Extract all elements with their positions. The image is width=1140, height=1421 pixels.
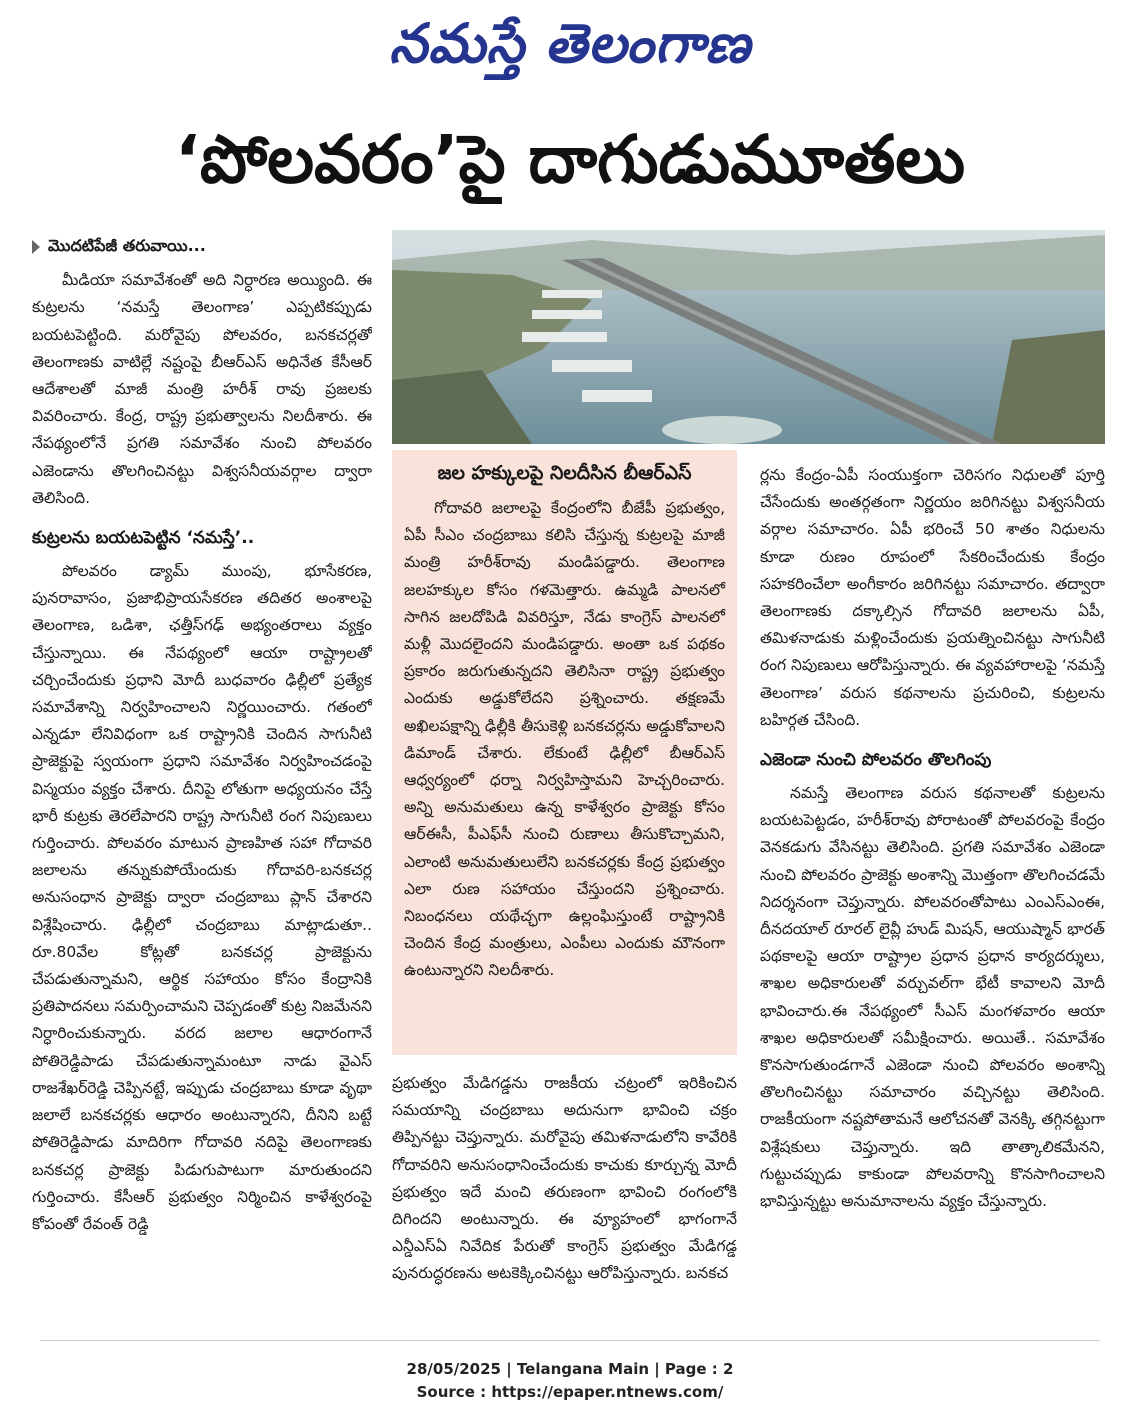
sidebar-title: జల హక్కులపై నిలదీసిన బీఆర్ఎస్: [437, 462, 692, 484]
footer-dateline: 28/05/2025 | Telangana Main | Page : 2: [406, 1360, 734, 1378]
paragraph: పోలవరం డ్యామ్ ముంపు, భూసేకరణ, పునరావాసం, ప్రజాభిప్రాయసేకరణ తదితర అంశాలపై తెలంగాణ, ఒడిశా, ఛత్తీస్‌గఢ్ అభ్యంతరాలు వ్యక్తం చేస్తున్నాయి. ఈ నేపథ్యంలో ఆయా రాష్ట్రాలతో చర్చించేందుకు ప్రధాని మోదీ బుధవారం ఢిల్లీలో ప్రత్యేక సమావేశాన్ని నిర్వహించాలని నిర్ణయించారు. గతంలో ఎన్నడూ లేనివిధంగా ఒక రాష్ట్రానికి చెందిన సాగునీటి ప్రాజెక్టుపై స్వయంగా ప్రధాని సమావేశం నిర్వహించడంపై విస్మయం వ్యక్తం చేశారు. దీనిపై లోతుగా అధ్యయనం చేస్తే భారీ కుట్రకు తెరలేపారని రాష్ట్ర సాగునీటి రంగ నిపుణులు గుర్తించారు. పోలవరం మాటున ప్రాణహిత సహా గోదావరి జలాలను తన్నుకుపోయేందుకు గోదావరి-బనకచర్ల అనుసంధాన ప్రాజెక్టు ద్వారా చంద్రబాబు ప్లాన్ చేశారని విశ్లేషించారు. ఢిల్లీలో చంద్రబాబు మాట్లాడుతూ.. రూ.80వేల కోట్లతో బనకచర్ల ప్రాజెక్టును చేపడుతున్నామని, ఆర్థిక సహాయం కోసం కేంద్రానికి ప్రతిపాదనలు సమర్పించామని చెప్పడంతో కుట్ర నిజమేనని నిర్ధారించుకున్నారు. వరద జలాల ఆధారంగానే పోతిరెడ్డిపాడు చేపడుతున్నామంటూ నాడు వైఎస్ రాజశేఖర్‌రెడ్డి చెప్పినట్టే, ఇప్పుడు చంద్రబాబు కూడా వృథా జలాలే బనకచర్లకు ఆధారం అంటున్నారని, దీనిని బట్టే పోతిరెడ్డిపాడు మాదిరిగా గోదావరి నదిపై తెలంగాణకు బనకచర్ల ప్రాజెక్టు పిడుగుపాటుగా మారుతుందని గుర్తించారు. కేసీఆర్ ప్రభుత్వం నిర్మించిన కాళేశ్వరంపై కోపంతో రేవంత్ రెడ్డి: [32, 562, 372, 1233]
footer-divider: [40, 1340, 1100, 1341]
subheading: కుట్రలను బయటపెట్టిన ‘నమస్తే’..: [32, 528, 255, 549]
paragraph: ర్లను కేంద్రం-ఏపీ సంయుక్తంగా చెరిసగం నిధులతో పూర్తి చేసేందుకు అంతర్గతంగా నిర్ణయం జరిగినట్టు విశ్వసనీయ వర్గాల సమాచారం. ఏపీ భరించే 50 శాతం నిధులను కూడా రుణం రూపంలో సేకరించేందుకు కేంద్రం సహకరించేలా అంగీకారం జరిగినట్టు సమాచారం. తద్వారా తెలంగాణకు దక్కాల్సిన గోదావరి జలాలను ఏపీ, తమిళనాడుకు మళ్లించేందుకు ప్రయత్నించినట్టు సాగునీటి రంగ నిపుణులు ఆరోపిస్తున్నారు. ఈ వ్యవహారాలపై ‘నమస్తే తెలంగాణ’ వరుస కథనాలను ప్రచురించి, కుట్రలను బహిర్గత చేసింది.: [760, 466, 1105, 729]
sidebar-body: [392, 495, 737, 985]
article-column-1: [32, 232, 372, 1317]
article-column-2: [392, 1070, 737, 1318]
masthead-logo: నమస్తే తెలంగాణ: [389, 11, 751, 75]
paragraph: గోదావరి జలాలపై కేంద్రంలోని బీజేపీ ప్రభుత్వం, ఏపీ సీఎం చంద్రబాబు కలిసి చేస్తున్న కుట్రలపై మాజీ మంత్రి హరీశ్‌రావు మండిపడ్డారు. తెలంగాణ జలహక్కుల కోసం గళమెత్తారు. ఉమ్మడి పాలనలో సాగిన జలదోపిడి వివరిస్తూ, నేడు కాంగ్రెస్ పాలనలో మళ్లీ మొదలైందని మండిపడ్డారు. అంతా ఒక పథకం ప్రకారం జరుగుతున్నదని తెలిసినా రాష్ట్ర ప్రభుత్వం ఎందుకు అడ్డుకోలేదని ప్రశ్నించారు. తక్షణమే అఖిలపక్షాన్ని ఢిల్లీకి తీసుకెళ్లి బనకచర్లను అడ్డుకోవాలని డిమాండ్ చేశారు. లేకుంటే ఢిల్లీలో బీఆర్ఎస్ ఆధ్వర్యంలో ధర్నా నిర్వహిస్తామని హెచ్చరించారు. అన్ని అనుమతులు ఉన్న కాళేశ్వరం ప్రాజెక్టు కోసం ఆర్ఈసీ, పీఎఫ్‌సీ నుంచి రుణాలు తీసుకొచ్చామని, ఎలాంటి అనుమతులులేని బనకచర్లకు కేంద్ర ప్రభుత్వం ఎలా రుణ సహాయం చేస్తుందని ప్రశ్నించారు. నిబంధనలు యథేచ్ఛగా ఉల్లంఘిస్తుంటే రాష్ట్రానికి చెందిన కేంద్ర మంత్రులు, ఎంపీలు ఎందుకు మౌనంగా ఉంటున్నారని నిలదీశారు.: [404, 499, 725, 980]
paragraph: మీడియా సమావేశంతో అది నిర్ధారణ అయ్యింది. ఈ కుట్రలను ‘నమస్తే తెలంగాణ’ ఎప్పటికప్పుడు బయటపెట్టింది. మరోవైపు పోలవరం, బనకచర్లతో తెలంగాణకు వాటిల్లే నష్టంపై బీఆర్ఎస్ అధినేత కేసీఆర్ ఆదేశాలతో మాజీ మంత్రి హరీశ్ రావు ప్రజలకు వివరించారు. కేంద్ర, రాష్ట్ర ప్రభుత్వాలను నిలదీశారు. ఈ నేపథ్యంలోనే ప్రగతి సమావేశం నుంచి పోలవరం ఎజెండాను తొలగించినట్టు విశ్వసనీయవర్గాల ద్వారా తెలిసింది.: [32, 271, 372, 507]
dam-photo: [392, 230, 1105, 444]
footer-source: Source : https://epaper.ntnews.com/: [416, 1383, 724, 1401]
paragraph: నమస్తే తెలంగాణ వరుస కథనాలతో కుట్రలను బయటపెట్టడం, హరీశ్‌రావు పోరాటంతో పోలవరంపై కేంద్రం వెనకడుగు వేసినట్టు తెలిసింది. ప్రగతి సమావేశం ఎజెండా నుంచి పోలవరం ప్రాజెక్టు అంశాన్ని మొత్తంగా తొలగించడమే నిదర్శనంగా చెప్తున్నారు. పోలవరంతోపాటు ఎంఎస్ఎంఈ, దీనదయాల్ రూరల్ లైవ్లీ హుడ్ మిషన్, ఆయుష్మాన్ భారత్ పథకాలపై ఆయా రాష్ట్రాల ప్రధాన ప్రధాన కార్యదర్శులు, శాఖల అధికారులతో వర్చువల్‌గా భేటీ కావాలని మోదీ భావించారు.ఈ నేపథ్యంలో సీఎస్ మంగళవారం ఆయా శాఖల అధికారులతో సమీక్షించారు. అయితే.. సమావేశం కొనసాగుతుండగానే ఎజెండా నుంచి పోలవరం అంశాన్ని తొలగించినట్టు సమాచారం వచ్చినట్టు తెలిసింది. రాజకీయంగా నష్టపోతామనే ఆలోచనతో వెనక్కి తగ్గినట్టుగా విశ్లేషకులు చెప్తున్నారు. ఇది తాత్కాలికమేనని, గుట్టుచప్పుడు కాకుండా పోలవరాన్ని కొనసాగించాలని భావిస్తున్నట్టు అనుమానాలను వ్యక్తం చేస్తున్నారు.: [760, 784, 1105, 1211]
subheading: ఎజెండా నుంచి పోలవరం తొలగింపు: [760, 750, 992, 771]
headline: ‘పోలవరం’పై దాగుడుమూతలు: [174, 121, 966, 198]
continued-from-label: [32, 232, 372, 259]
sidebar-box: [392, 450, 737, 1055]
article-column-3: [760, 462, 1105, 1322]
jump-text: మొదటిపేజీ తరువాయి...: [48, 236, 206, 255]
chevron-right-icon: [32, 240, 40, 254]
dam-illustration: [392, 230, 1105, 444]
paragraph: ప్రభుత్వం మేడిగడ్డను రాజకీయ చట్రంలో ఇరికించిన సమయాన్ని చంద్రబాబు అదునుగా భావించి చక్రం తిప్పినట్టు చెప్తున్నారు. మరోవైపు తమిళనాడులోని కావేరికి గోదావరిని అనుసంధానించేందుకు కాచుకు కూర్చున్న మోదీ ప్రభుత్వం ఇదే మంచి తరుణంగా భావించి రంగంలోకి దిగిందని అంటున్నారు. ఈ వ్యూహంలో భాగంగానే ఎన్డీఎస్ఏ నివేదిక పేరుతో కాంగ్రెస్ ప్రభుత్వం మేడిగడ్డ పునరుద్ధరణను అటకెక్కించినట్టు ఆరోపిస్తున్నారు. బనకచ: [392, 1074, 737, 1283]
